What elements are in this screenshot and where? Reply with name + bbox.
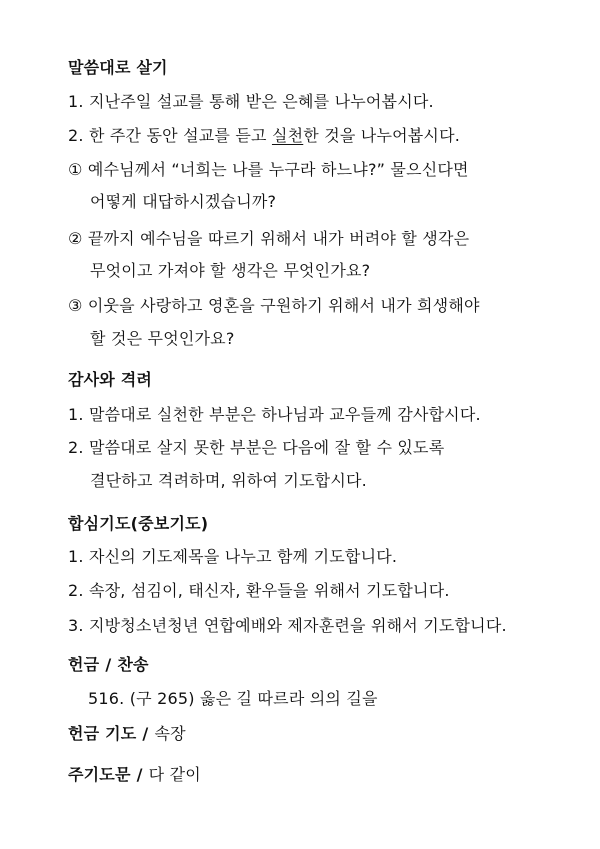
section-title-thanks: 감사와 격려	[68, 370, 153, 389]
lords-prayer-separator: /	[136, 765, 143, 784]
section-title-living-word: 말씀대로 살기	[68, 58, 168, 77]
living-word-item-2-before: 2. 한 주간 동안 설교를 듣고	[68, 126, 272, 145]
thanks-item-2-line-1: 2. 말씀대로 살지 못한 부분은 다음에 잘 할 수 있도록	[68, 438, 445, 457]
question-3-line-1: ③ 이웃을 사랑하고 영혼을 구원하기 위해서 내가 희생해야	[68, 296, 480, 315]
offering-title: 헌금	[68, 655, 100, 674]
offering-prayer-title: 헌금 기도	[68, 724, 137, 743]
section-title-lords-prayer	[68, 764, 201, 786]
section-title-offering	[68, 654, 149, 676]
prayer-item-1: 1. 자신의 기도제목을 나누고 함께 기도합니다.	[68, 547, 398, 566]
question-2-line-1: ② 끝까지 예수님을 따르기 위해서 내가 버려야 할 생각은	[68, 229, 470, 248]
question-2-line-2: 무엇이고 가져야 할 생각은 무엇인가요?	[90, 261, 371, 280]
section-title-prayer: 합심기도(중보기도)	[68, 514, 209, 533]
question-1-line-2: 어떻게 대답하시겠습니까?	[90, 192, 277, 211]
offering-prayer-leader: 속장	[154, 724, 186, 743]
hymn-line: 516. (구 265) 옳은 길 따르라 의의 길을	[88, 689, 378, 708]
living-word-item-2-after: 한 것을 나누어봅시다.	[303, 126, 461, 145]
lords-prayer-title: 주기도문	[68, 765, 131, 784]
living-word-item-2-underlined: 실천	[271, 126, 304, 145]
offering-separator: /	[105, 655, 112, 674]
section-title-offering-prayer	[68, 723, 186, 745]
living-word-item-2	[68, 125, 460, 147]
question-3-line-2: 할 것은 무엇인가요?	[90, 329, 235, 348]
offering-subtitle: 찬송	[117, 655, 149, 674]
living-word-item-1: 1. 지난주일 설교를 통해 받은 은혜를 나누어봅시다.	[68, 92, 434, 111]
offering-prayer-separator: /	[142, 724, 149, 743]
thanks-item-1: 1. 말씀대로 실천한 부분은 하나님과 교우들께 감사합시다.	[68, 405, 481, 424]
question-1-line-1: ① 예수님께서 “너희는 나를 누구라 하느냐?” 물으신다면	[68, 160, 469, 179]
prayer-item-3: 3. 지방청소년청년 연합예배와 제자훈련을 위해서 기도합니다.	[68, 616, 507, 635]
lords-prayer-leader: 다 같이	[148, 765, 201, 784]
prayer-item-2: 2. 속장, 섬김이, 태신자, 환우들을 위해서 기도합니다.	[68, 581, 450, 600]
thanks-item-2-line-2: 결단하고 격려하며, 위하여 기도합시다.	[90, 471, 367, 490]
